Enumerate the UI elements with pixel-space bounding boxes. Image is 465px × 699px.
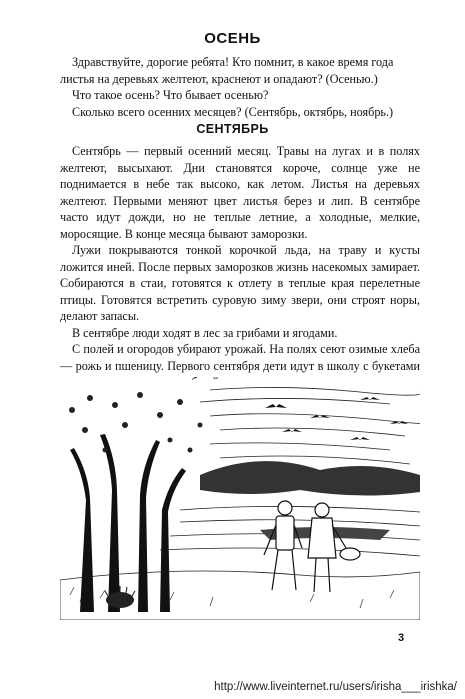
paragraph: В сентябре люди ходят в лес за грибами и ягодами. (72, 325, 338, 340)
page-title: ОСЕНЬ (204, 30, 261, 47)
watermark-text: http://www.liveinternet.ru/users/irisha___irishka/ (214, 681, 457, 693)
section-body (60, 143, 420, 391)
intro-question-2: Что такое осень? Что бывает осенью? (72, 88, 269, 102)
paragraph: С полей и огородов убирают урожай. На полях сеют озимые хлеба — рожь и пшеницу. Первого сентября дети идут в школу с букетами (60, 342, 420, 373)
paragraph: Сентябрь — первый осенний месяц. Травы на лугах и в полях желтеют, высыхают. Дни становятся короче, солнце уже не поднимается в небе так высоко, как летом. Листья на деревьях желтеют. Первыми меняют цвет листья берез и лип. В сентябре часто идут дожди, но не теплые летние, а холодные, мелкие, моросящие. В конце месяца бывают заморозки. (60, 144, 420, 241)
watermark-url (0, 681, 465, 693)
page-number: 3 (398, 632, 405, 644)
section-title: СЕНТЯБРЬ (196, 122, 269, 136)
intro-question-3: Сколько всего осенних месяцев? (Сентябрь, октябрь, ноябрь.) (72, 104, 394, 119)
autumn-landscape-illustration (60, 380, 420, 620)
intro-question-1: Здравствуйте, дорогие ребята! Кто помнит, в какое время года листья на деревьях желтеют, краснеют и опадают? (Осенью.) (60, 55, 394, 86)
intro-block (60, 54, 420, 120)
paragraph: Лужи покрываются тонкой корочкой льда, на траву и кусты ложится иней. После первых заморозков жизнь насекомых замирает. Собираются в стаи, готовятся к отлету в теплые края перелетные птицы. Готовятся встретить суровую зиму звери, они строят норы, делают запасы. (60, 243, 420, 323)
